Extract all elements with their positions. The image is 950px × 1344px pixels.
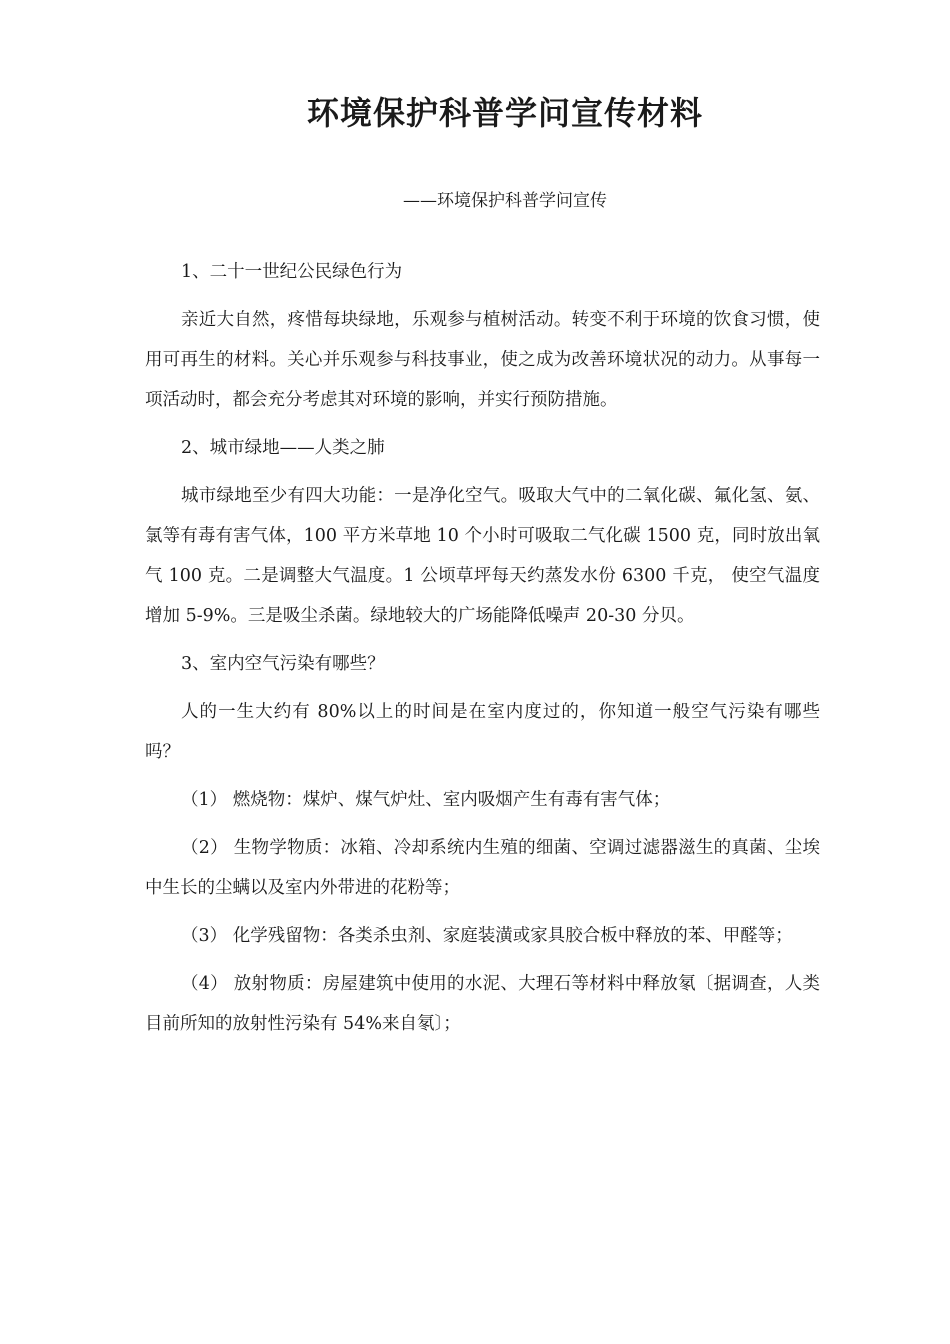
- list-item: （1） 燃烧物：煤炉、煤气炉灶、室内吸烟产生有毒有害气体；: [181, 790, 671, 810]
- list-item: （2） 生物学物质：冰箱、冷却系统内生殖的细菌、空调过滤器滋生的真菌、尘埃中生长的尘螨以及室内外带进的花粉等；: [145, 838, 820, 898]
- section-heading-1: 1、二十一世纪公民绿色行为: [181, 262, 403, 282]
- section-heading-3: 3、室内空气污染有哪些？: [181, 654, 385, 674]
- list-item: （4） 放射物质：房屋建筑中使用的水泥、大理石等材料中释放氡〔据调查，人类目前所知的放射性污染有 54%来自氡〕；: [145, 974, 820, 1034]
- paragraph: 城市绿地至少有四大功能：一是净化空气。吸取大气中的二氧化碳、氟化氢、氨、氯等有毒有害气体，100 平方米草地 10 个小时可吸取二气化碳 1500 克，同时放出氧气 100 克。二是调整大气温度。1 公顷草坪每天约蒸发水份 6300 千克， 使空气温度增加 5-9%。三是吸尘杀菌。绿地较大的广场能降低噪声 20-30 分贝。: [145, 486, 820, 626]
- document-subtitle: ——环境保护科普学问宣传: [403, 191, 607, 211]
- document-body: [145, 252, 820, 1052]
- list-item: （3） 化学残留物：各类杀虫剂、家庭装潢或家具胶合板中释放的苯、甲醛等；: [181, 926, 793, 946]
- paragraph: 亲近大自然，疼惜每块绿地，乐观参与植树活动。转变不利于环境的饮食习惯，使用可再生的材料。关心并乐观参与科技事业，使之成为改善环境状况的动力。从事每一项活动时，都会充分考虑其对环境的影响，并实行预防措施。: [145, 310, 820, 410]
- section-heading-2: 2、城市绿地——人类之肺: [181, 438, 385, 458]
- document-title: 环境保护科普学问宣传材料: [306, 94, 703, 132]
- paragraph: 人的一生大约有 80%以上的时间是在室内度过的，你知道一般空气污染有哪些吗？: [145, 702, 820, 762]
